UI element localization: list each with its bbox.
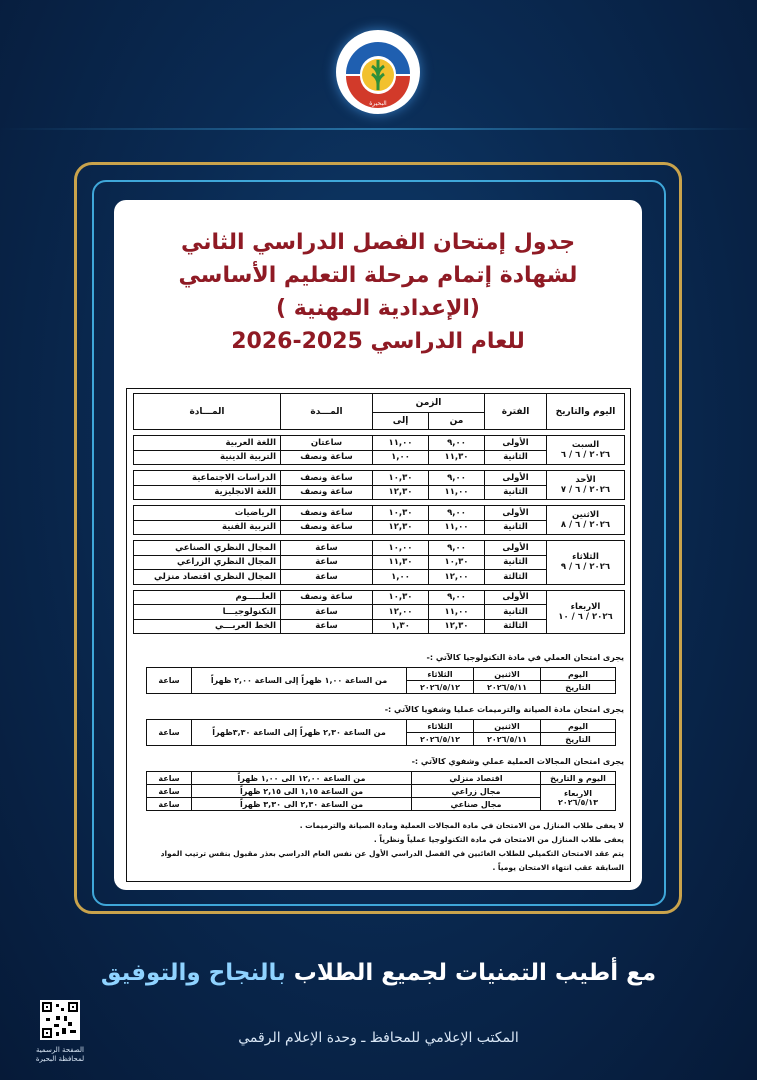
header-day-date: اليوم والتاريخ (547, 394, 625, 430)
note-practical-tech: يجرى امتحان العملي في مادة التكنولوجيا كالآتي :- (426, 653, 624, 662)
practical-tech-table: اليوم الاثنين الثلاثاء من الساعة ١,٠٠ ظهراً إلى الساعة ٢,٠٠ ظهراً ساعة التاريخ ٢٠٢٦/٥/١١ ٢٠٢٦/٥/١٢ (146, 667, 616, 694)
qr-code[interactable] (40, 1000, 80, 1040)
footer-message: مع أطيب التمنيات لجميع الطلاب بالنجاح والتوفيق (100, 960, 657, 986)
header-to: إلى (373, 413, 429, 430)
header-time: الزمن (373, 394, 485, 413)
logo-caption: البحيرة (369, 100, 387, 107)
practical-maint-table: اليوم الاثنين الثلاثاء من الساعة ٢,٣٠ ظهراً إلى الساعة ٣,٣٠ظهراً ساعة التاريخ ٢٠٢٦/٥/١١ ٢٠٢٦/٥/١٢ (146, 719, 616, 746)
table-row: الثانية ١١,٠٠ ١٢,٠٠ ساعة التكنولوجيـــا (134, 605, 625, 620)
table-row: الثانية ١١,٠٠ ١٢,٣٠ ساعة ونصف التربية الفنية (134, 520, 625, 535)
title-line-1: جدول إمتحان الفصل الدراسي الثاني (180, 230, 576, 255)
header-period: الفترة (485, 394, 547, 430)
note-practical-fields: يجرى امتحان المجالات العملية عملي وشفوي كالآتي :- (411, 757, 624, 766)
title-line-2: لشهادة إتمام مرحلة التعليم الأساسي (178, 263, 578, 288)
note-practical-maint: يجرى امتحان مادة الصيانة والترميمات عمليا وشفويا كالآتي :- (384, 705, 624, 714)
governorate-logo (336, 30, 420, 114)
footnote-2: يعفى طلاب المنازل من الامتحان في مادة التكنولوجيا عملياً ونظرياً . (373, 835, 624, 844)
header-subject: المـــادة (134, 394, 281, 430)
title-line-4: للعام الدراسي 2025-2026 (231, 329, 525, 354)
table-row: الاثنين ٢٠٢٦ / ٦ / ٨ الأولى ٩,٠٠ ١٠,٣٠ ساعة ونصف الرياضيات (134, 506, 625, 521)
day-cell: الاربعاء ٢٠٢٦ / ٦ / ١٠ (547, 590, 625, 634)
media-office-credit: المكتب الإعلامي للمحافظ ـ وحدة الإعلام الرقمي (238, 1030, 519, 1046)
title-line-3: (الإعدادية المهنية ) (276, 296, 480, 321)
footnote-4: السابقة عقب انتهاء الامتحان يومياً . (492, 863, 624, 872)
table-row: السبت ٢٠٢٦ / ٦ / ٦ الأولى ٩,٠٠ ١١,٠٠ ساعتان اللغة العربية (134, 436, 625, 451)
day-cell: الثلاثاء ٢٠٢٦ / ٦ / ٩ (547, 541, 625, 585)
header-glow-line (0, 128, 757, 130)
table-row: الثانية ١٠,٣٠ ١١,٣٠ ساعة المجال النظري الزراعي (134, 555, 625, 570)
table-row: الاربعاء ٢٠٢٦ / ٦ / ١٠ الأولى ٩,٠٠ ١٠,٣٠ ساعة ونصف العلـــــوم (134, 590, 625, 605)
practical-fields-table: اليوم و التاريخ اقتصاد منزلي من الساعة ١٢,٠٠ الى ١,٠٠ ظهراً ساعة الاربعاء ٢٠٢٦/٥/١٣ مجال زراعي من الساعة ١,١٥ الى ٢,١٥ ظهراً ساعة مجال صناعي من الساعة ٢,٣٠ الى ٣,٣٠ ظهراً ساعة (146, 771, 616, 811)
day-cell: الاثنين ٢٠٢٦ / ٦ / ٨ (547, 506, 625, 535)
qr-code-icon (42, 1002, 78, 1038)
day-cell: الأحد ٢٠٢٦ / ٦ / ٧ (547, 471, 625, 500)
table-row: الثلاثاء ٢٠٢٦ / ٦ / ٩ الأولى ٩,٠٠ ١٠,٠٠ ساعة المجال النظري الصناعي (134, 541, 625, 556)
table-row: الثانية ١١,٣٠ ١,٠٠ ساعة ونصف التربية الدينية (134, 450, 625, 465)
table-row: الثالثة ١٢,٣٠ ١,٣٠ ساعة الخط العربـــي (134, 619, 625, 634)
table-row: الثالثة ١٢,٠٠ ١,٠٠ ساعة المجال النظري اقتصاد منزلي (134, 570, 625, 585)
table-row: الأحد ٢٠٢٦ / ٦ / ٧ الأولى ٩,٠٠ ١٠,٣٠ ساعة ونصف الدراسات الاجتماعية (134, 471, 625, 486)
schedule-card (114, 200, 642, 890)
header-from: من (429, 413, 485, 430)
header-duration: المـــدة (281, 394, 373, 430)
table-row: الثانية ١١,٠٠ ١٢,٣٠ ساعة ونصف اللغة الانجليزية (134, 485, 625, 500)
qr-caption: الصفحة الرسمية لمحافظة البحيرة (35, 1046, 85, 1063)
footnote-1: لا يعفى طلاب المنازل من الامتحان في مادة المجالات العملية ومادة الصيانة والترميمات . (299, 821, 624, 830)
schedule-document (126, 388, 631, 882)
footnote-3: يتم عقد الامتحان التكميلي للطلاب الغائبين في الفصل الدراسي الأول عن نفس العام الدراسي بعذر مقبول بنفس ترتيب المواد (160, 849, 624, 858)
day-cell: السبت ٢٠٢٦ / ٦ / ٦ (547, 436, 625, 465)
schedule-table (133, 393, 625, 634)
